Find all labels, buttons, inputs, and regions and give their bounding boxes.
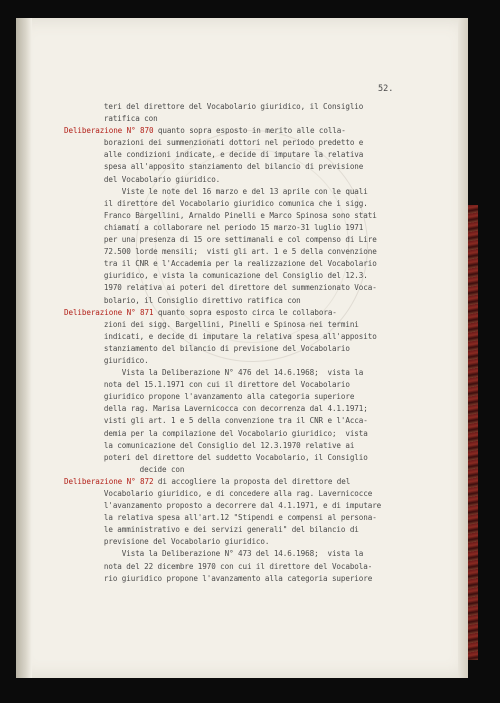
text-line: visti gli art. 1 e 5 della convenzione tra il CNR e l'Acca- [86, 416, 368, 426]
text-line: stanziamento del bilancio di previsione del Vocabolario [86, 343, 350, 353]
text-line: della rag. Marisa Lavernicocca con decorrenza dal 4.1.1971; [86, 404, 368, 414]
text-line: alle condizioni indicate, e decide di imputare la relativa [86, 150, 364, 160]
paragraph [64, 101, 416, 186]
deliberazione-label: Deliberazione N° 871 [64, 307, 154, 317]
text-line: bolario, il Consiglio direttivo ratifica con [86, 295, 301, 305]
binding-gutter [16, 18, 32, 678]
text-line: Franco Bargellini, Arnaldo Pinelli e Marco Spinosa sono stati [86, 210, 377, 220]
text-line: la relativa spesa all'art.12 "Stipendi e compensi al persona- [86, 513, 377, 523]
text-line: rio giuridico propone l'avanzamento alla categoria superiore [86, 573, 373, 583]
paragraph [64, 367, 416, 548]
document-body [64, 101, 416, 585]
text-line: le amministrativo e dei servizi generali" del bilancio di [86, 525, 359, 535]
line-text: quanto sopra esposto in merito alle colla- [153, 126, 346, 136]
text-line: il direttore del Vocabolario giuridico comunica che i sigg. [86, 198, 368, 208]
page-edge [458, 18, 468, 678]
deliberazione-label: Deliberazione N° 870 [64, 126, 154, 136]
text-line: indicati, e decide di imputare la relativa spesa all'apposito [86, 331, 377, 341]
text-line: giuridico propone l'avanzamento alla categoria superiore [86, 392, 355, 402]
deliberazione-label: Deliberazione N° 872 [64, 476, 154, 486]
text-line: la comunicazione del Consiglio del 12.3.1970 relative ai [86, 440, 355, 450]
page-number: 52. [378, 84, 394, 94]
paragraph [64, 186, 416, 367]
text-line: del Vocabolario giuridico. [86, 174, 221, 184]
text-line: Viste le note del 16 marzo e del 13 aprile con le quali [86, 186, 368, 196]
text-line: nota del 15.1.1971 con cui il direttore del Vocabolario [86, 380, 350, 390]
text-line: poteri del direttore del suddetto Vocabolario, il Consiglio [86, 452, 368, 462]
text-line: tra il CNR e l'Accademia per la realizzazione del Vocabolario [86, 259, 377, 269]
line-text: quanto sopra esposto circa le collabora- [153, 307, 337, 317]
text-line: zioni dei sigg. Bargellini, Pinelli e Spinosa nei termini [86, 319, 359, 329]
text-line: decide con [86, 464, 185, 474]
text-line: teri del direttore del Vocabolario giuridico, il Consiglio [86, 102, 364, 111]
paragraph [86, 548, 416, 584]
text-line: Vista la Deliberazione N° 473 del 14.6.1968; vista la [86, 549, 364, 559]
text-line: l'avanzamento proposto a decorrere dal 4.1.1971, e di imputare [86, 501, 382, 511]
text-line: demia per la compilazione del Vocabolario giuridico; vista [86, 428, 368, 438]
text-line: Vista la Deliberazione N° 476 del 14.6.1968; vista la [86, 368, 364, 378]
text-line [64, 476, 416, 488]
text-line: 1970 relativa ai poteri del direttore del summenzionato Voca- [86, 283, 377, 293]
text-line: previsione del Vocabolario giuridico. [86, 537, 270, 547]
text-line: 72.500 lorde mensili; visti gli art. 1 e 5 della convenzione [86, 247, 377, 257]
text-line [64, 125, 416, 137]
text-line: ratifica con [86, 114, 158, 124]
line-text: di accogliere la proposta del direttore del [153, 476, 351, 486]
text-line: nota del 22 dicembre 1970 con cui il direttore del Vocabola- [86, 561, 373, 571]
text-line: giuridico. [86, 355, 149, 365]
text-line: spesa all'apposito stanziamento del bilancio di previsione [86, 162, 364, 172]
marbled-cover-edge [468, 205, 478, 660]
text-line: borazioni dei summenzionati dottori nel periodo predetto e [86, 138, 364, 148]
text-line [64, 307, 416, 319]
text-line: chiamati a collaborare nel periodo 15 marzo-31 luglio 1971 [86, 222, 364, 232]
text-line: giuridico, e vista la comunicazione del Consiglio del 12.3. [86, 271, 368, 281]
text-line: Vocabolario giuridico, e di concedere alla rag. Lavernicocce [86, 489, 373, 498]
text-line: per una presenza di 15 ore settimanali e col compenso di Lire [86, 235, 377, 245]
